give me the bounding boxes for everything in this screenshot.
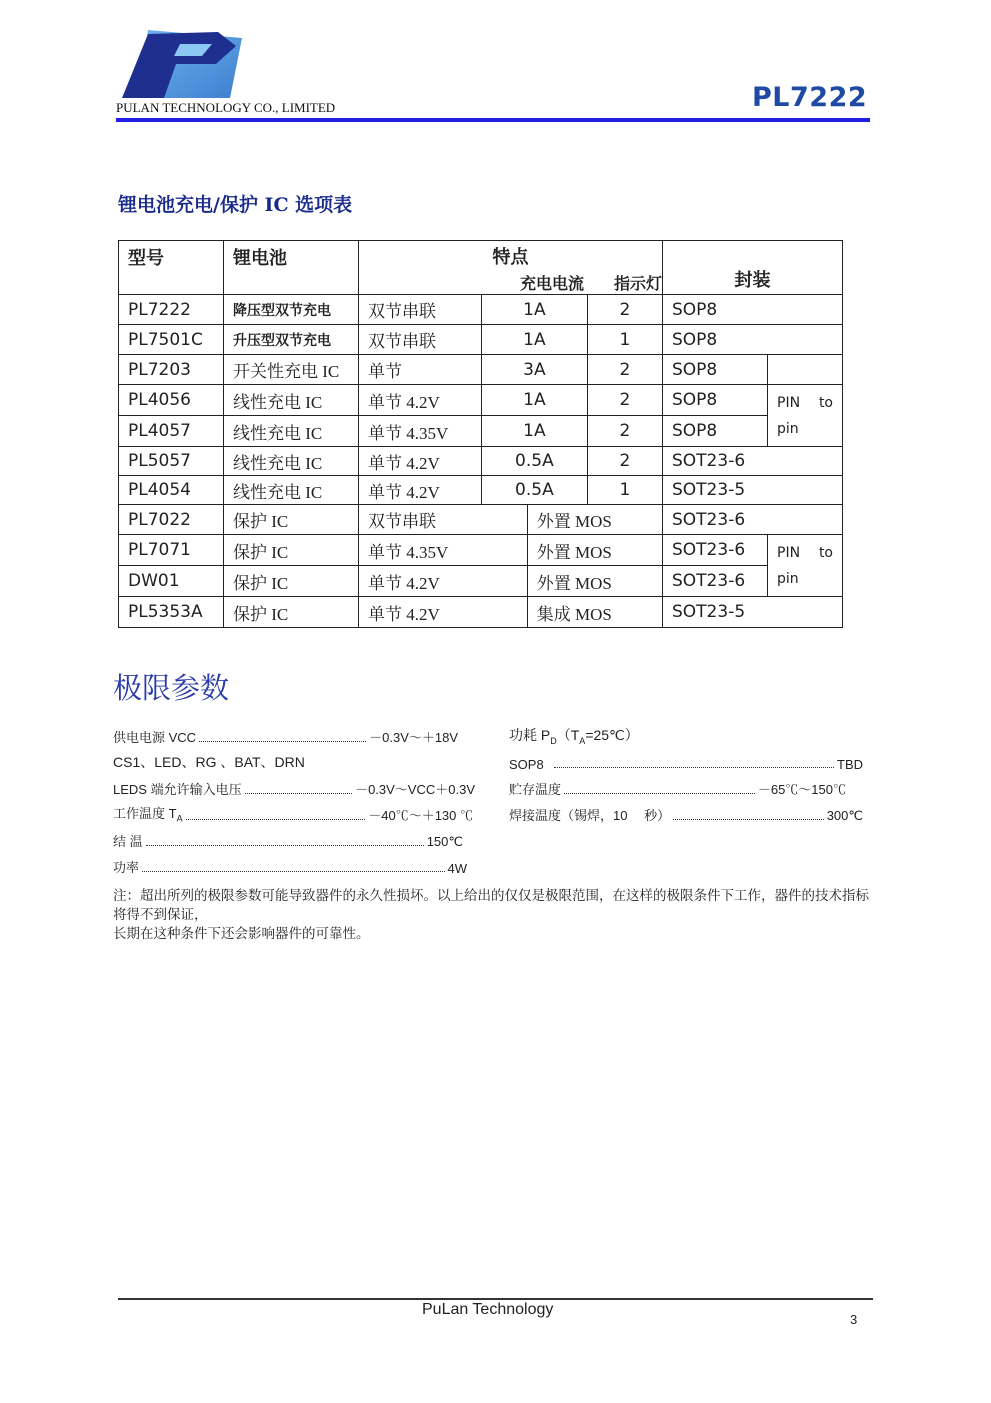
limits-note: 注：超出所列的极限参数可能导致器件的永久性损坏。以上给出的仅仅是极限范围，在这样的极限条件下工作，器件的技术指标将得不到保证， 长期在这种条件下还会影响器件的可靠性。: [113, 888, 869, 942]
cell-model: PL4054: [119, 476, 224, 505]
cell-battery: 线性充电 IC: [224, 476, 359, 505]
cell-config: 单节 4.2V: [359, 385, 482, 416]
table-row: [119, 295, 843, 325]
cell-package: SOT23-5: [663, 597, 843, 628]
cell-model: PL7203: [119, 355, 224, 385]
cell-package: SOT23-6: [663, 535, 768, 566]
limit-row: 功率 4W: [113, 860, 467, 876]
pulan-logo: [118, 28, 246, 100]
cell-package: SOP8: [663, 385, 768, 416]
cell-current: 0.5A: [482, 476, 588, 505]
cell-battery: 降压型双节充电: [224, 295, 359, 325]
cell-model: PL5057: [119, 447, 224, 476]
cell-led: 2: [587, 355, 662, 385]
limit-row: CS1、LED、RG 、BAT、DRN: [113, 754, 305, 770]
cell-model: PL7222: [119, 295, 224, 325]
cell-config: 单节 4.2V: [359, 597, 528, 628]
header-features: 特点: [492, 247, 529, 268]
selection-table: [118, 240, 843, 628]
limit-row: LEDS 端允许输入电压 －0.3V～VCC＋0.3V: [113, 782, 475, 797]
cell-current: 0.5A: [482, 447, 588, 476]
header-package: 封装: [663, 241, 843, 295]
cell-config: 单节 4.2V: [359, 476, 482, 505]
selection-title: 锂电池充电/保护 IC 选项表: [118, 194, 353, 216]
cell-blank: [768, 355, 843, 385]
page-number: 3: [850, 1312, 858, 1327]
cell-model: PL4057: [119, 416, 224, 447]
cell-package: SOT23-6: [663, 566, 768, 597]
cell-package: SOP8: [663, 416, 768, 447]
cell-battery: 保护 IC: [224, 505, 359, 535]
cell-led: 2: [587, 385, 662, 416]
table-row: [119, 566, 843, 597]
limit-row: SOP8 TBD: [509, 757, 863, 772]
cell-led: 2: [587, 416, 662, 447]
pin-to-pin-note: PIN to pin: [768, 535, 843, 597]
table-row: [119, 355, 843, 385]
cell-model: PL5353A: [119, 597, 224, 628]
cell-package: SOT23-6: [663, 505, 843, 535]
cell-package: SOP8: [663, 355, 768, 385]
limit-row: 工作温度 $T_A$ －40℃～＋130 ℃: [113, 806, 473, 824]
table-row: [119, 447, 843, 476]
cell-current: 1A: [482, 325, 588, 355]
cell-mos: 外置 MOS: [527, 566, 662, 597]
header-features-cell: [359, 241, 663, 295]
cell-battery: 开关性充电 IC: [224, 355, 359, 385]
company-name: PULAN TECHNOLOGY CO., LIMITED: [116, 100, 336, 115]
cell-battery: 升压型双节充电: [224, 325, 359, 355]
cell-mos: 外置 MOS: [527, 505, 662, 535]
cell-config: 单节 4.35V: [359, 416, 482, 447]
limit-row: 贮存温度 －65℃～150℃: [509, 782, 846, 797]
header-battery: 锂电池: [224, 241, 359, 295]
cell-config: 单节 4.2V: [359, 566, 528, 597]
cell-package: SOT23-5: [663, 476, 843, 505]
cell-current: 3A: [482, 355, 588, 385]
limit-row: 结 温 150℃: [113, 834, 463, 849]
cell-led: 2: [587, 447, 662, 476]
cell-current: 1A: [482, 295, 588, 325]
cell-model: PL7022: [119, 505, 224, 535]
table-header-row: [119, 241, 843, 295]
header-rule: [116, 118, 870, 122]
cell-battery: 线性充电 IC: [224, 447, 359, 476]
cell-mos: 集成 MOS: [527, 597, 662, 628]
cell-led: 1: [587, 476, 662, 505]
limit-row: 功耗 $P_D(T_A=25℃)$: [509, 727, 639, 746]
table-row: [119, 416, 843, 447]
cell-config: 单节: [359, 355, 482, 385]
cell-config: 单节 4.2V: [359, 447, 482, 476]
header-led: 指示灯: [613, 274, 662, 293]
cell-package: SOT23-6: [663, 447, 843, 476]
cell-current: 1A: [482, 416, 588, 447]
header-current: 充电电流: [519, 274, 584, 293]
table-row: [119, 385, 843, 416]
cell-battery: 保护 IC: [224, 535, 359, 566]
cell-battery: 线性充电 IC: [224, 385, 359, 416]
cell-model: DW01: [119, 566, 224, 597]
header-model: 型号: [119, 241, 224, 295]
table-row: [119, 597, 843, 628]
pin-to-pin-note: PIN to pin: [768, 385, 843, 447]
cell-package: SOP8: [663, 295, 843, 325]
cell-led: 1: [587, 325, 662, 355]
cell-battery: 线性充电 IC: [224, 416, 359, 447]
table-row: [119, 505, 843, 535]
limit-row: 供电电源 VCC －0.3V～＋18V: [113, 730, 458, 745]
cell-model: PL7501C: [119, 325, 224, 355]
cell-config: 双节串联: [359, 325, 482, 355]
cell-config: 双节串联: [359, 295, 482, 325]
table-row: [119, 476, 843, 505]
model-number: PL7222: [752, 82, 868, 113]
table-row: [119, 535, 843, 566]
cell-battery: 保护 IC: [224, 566, 359, 597]
footer-rule: [118, 1298, 873, 1300]
cell-battery: 保护 IC: [224, 597, 359, 628]
limits-title: 极限参数: [113, 671, 230, 705]
cell-led: 2: [587, 295, 662, 325]
cell-model: PL4056: [119, 385, 224, 416]
cell-current: 1A: [482, 385, 588, 416]
table-row: [119, 325, 843, 355]
cell-package: SOP8: [663, 325, 843, 355]
footer-company: PuLan Technology: [422, 1301, 554, 1318]
cell-config: 单节 4.35V: [359, 535, 528, 566]
limit-row: 焊接温度（锡焊，10 秒） 300℃: [509, 808, 863, 823]
cell-model: PL7071: [119, 535, 224, 566]
cell-config: 双节串联: [359, 505, 528, 535]
cell-mos: 外置 MOS: [527, 535, 662, 566]
